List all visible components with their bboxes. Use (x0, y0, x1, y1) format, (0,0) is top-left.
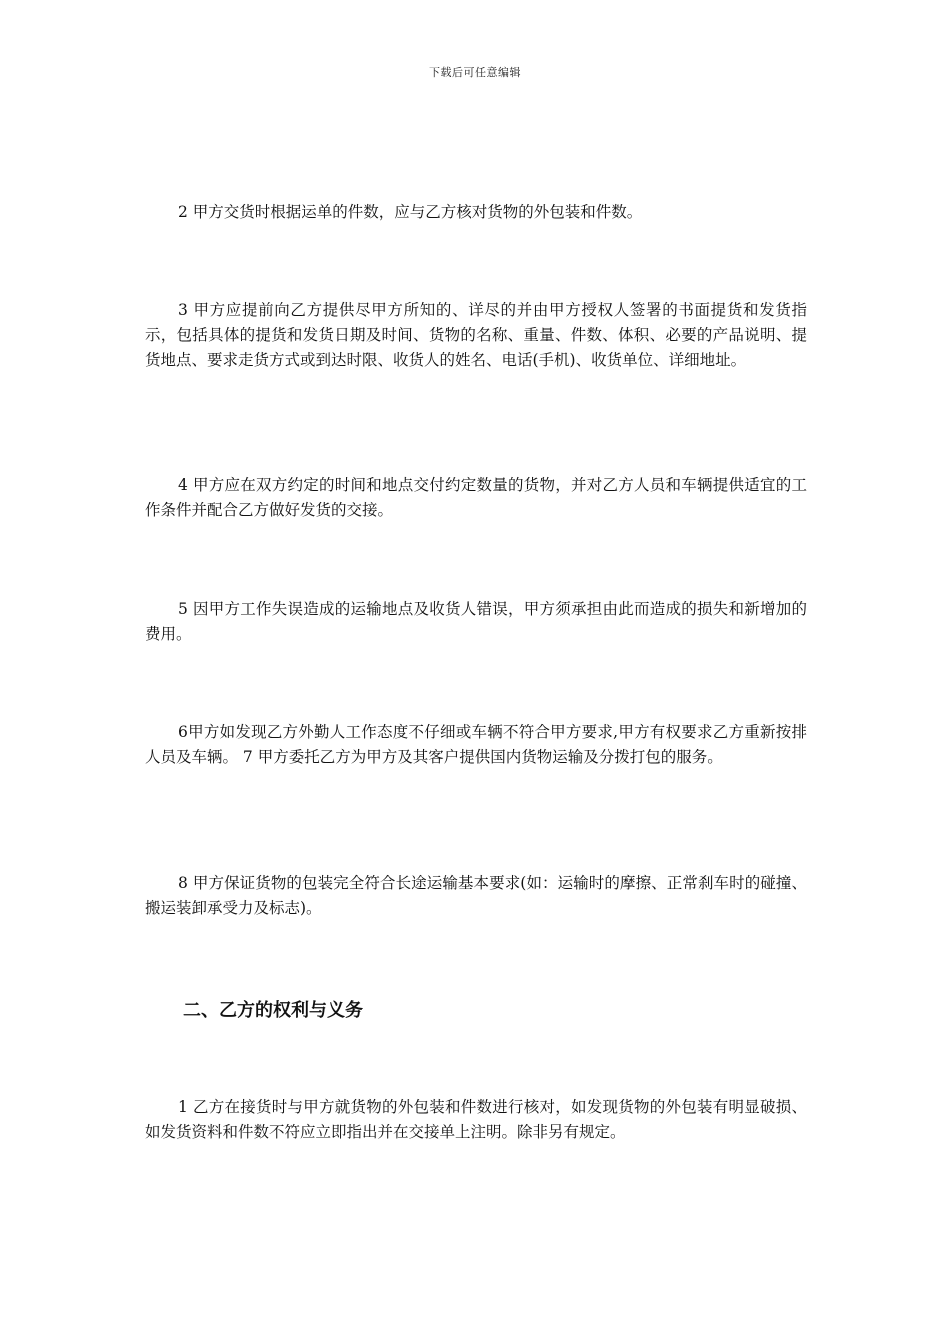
section-heading: 二、乙方的权利与义务 (183, 1000, 363, 1021)
paragraph-6-7: 6甲方如发现乙方外勤人工作态度不仔细或车辆不符合甲方要求,甲方有权要求乙方重新按排人员及车辆。 7 甲方委托乙方为甲方及其客户提供国内货物运输及分拨打包的服务。 (145, 723, 807, 766)
section-paragraph-1: 1 乙方在接货时与甲方就货物的外包装和件数进行核对，如发现货物的外包装有明显破损、如发货资料和件数不符应立即指出并在交接单上注明。除非另有规定。 (145, 1098, 807, 1141)
page-header: 下载后可任意编辑 (429, 66, 521, 79)
paragraph-4: 4 甲方应在双方约定的时间和地点交付约定数量的货物，并对乙方人员和车辆提供适宜的工作条件并配合乙方做好发货的交接。 (145, 476, 807, 519)
paragraph-8: 8 甲方保证货物的包装完全符合长途运输基本要求(如：运输时的摩擦、正常刹车时的碰撞、搬运装卸承受力及标志)。 (145, 874, 807, 917)
paragraph-5: 5 因甲方工作失误造成的运输地点及收货人错误，甲方须承担由此而造成的损失和新增加的费用。 (145, 600, 807, 643)
paragraph-2: 2 甲方交货时根据运单的件数，应与乙方核对货物的外包装和件数。 (178, 203, 643, 221)
paragraph-3: 3 甲方应提前向乙方提供尽甲方所知的、详尽的并由甲方授权人签署的书面提货和发货指示，包括具体的提货和发货日期及时间、货物的名称、重量、件数、体积、必要的产品说明、提货地点、要求走货方式或到达时限、收货人的姓名、电话(手机)、收货单位、详细地址。 (145, 301, 807, 369)
